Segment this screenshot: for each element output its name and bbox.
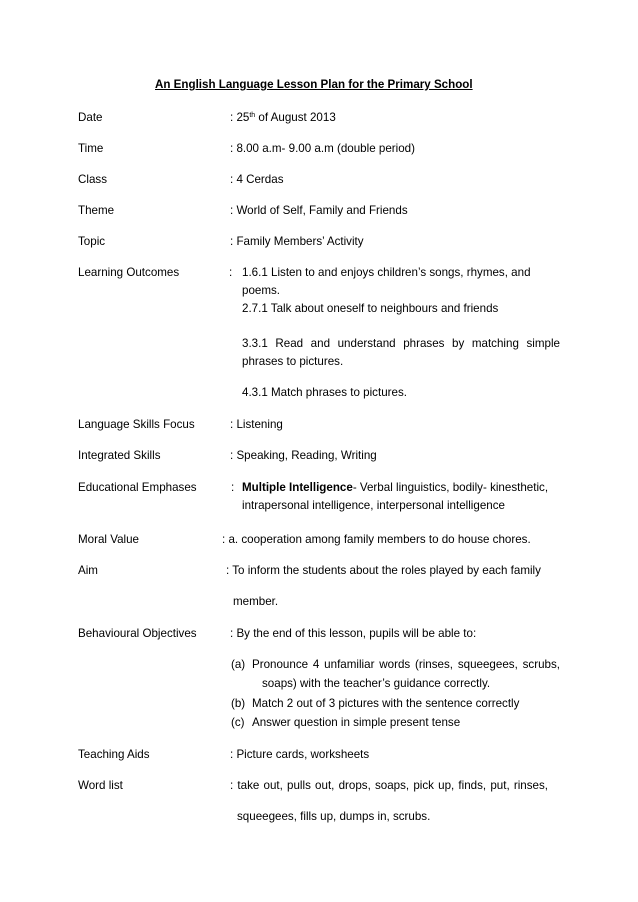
objective-c-marker: (c) — [231, 716, 245, 729]
teaching-aids-label: Teaching Aids — [78, 748, 150, 761]
word-list-line2: squeegees, fills up, dumps in, scrubs. — [237, 810, 431, 823]
date-value-suffix: th — [249, 112, 256, 119]
moral-value-value: : a. cooperation among family members to do house chores. — [222, 533, 531, 546]
aim-line2: member. — [233, 595, 279, 608]
word-list-line1: : take out, pulls out, drops, soaps, pick up, finds, put, rinses, — [230, 779, 548, 792]
educational-emphases-value — [242, 481, 548, 495]
objective-b-line1: Match 2 out of 3 pictures with the sentence correctly — [252, 697, 520, 710]
educational-emphases-highlight: Multiple Intelligence — [242, 481, 353, 494]
topic-label: Topic — [78, 235, 106, 248]
learning-outcome-3-line1: 3.3.1 Read and understand phrases by matching simple — [242, 337, 560, 350]
date-value-main: : 25 — [230, 111, 250, 124]
time-value: : 8.00 a.m- 9.00 a.m (double period) — [230, 142, 415, 155]
objective-b-marker: (b) — [231, 697, 246, 710]
behavioural-objectives-intro: : By the end of this lesson, pupils will be able to: — [230, 627, 477, 640]
educational-emphases-colon: : — [231, 481, 235, 494]
integrated-skills-value: : Speaking, Reading, Writing — [230, 449, 377, 462]
objective-a-line2: soaps) with the teacher’s guidance correctly. — [262, 677, 491, 690]
class-value: : 4 Cerdas — [230, 173, 284, 186]
topic-value: : Family Members’ Activity — [230, 235, 364, 248]
behavioural-objectives-label: Behavioural Objectives — [78, 627, 197, 640]
time-label: Time — [78, 142, 104, 155]
aim-line1: : To inform the students about the roles played by each family — [226, 564, 541, 577]
class-label: Class — [78, 173, 107, 186]
teaching-aids-value: : Picture cards, worksheets — [230, 748, 370, 761]
learning-outcomes-label: Learning Outcomes — [78, 266, 180, 279]
date-label: Date — [78, 111, 103, 124]
objective-a-line1: Pronounce 4 unfamiliar words (rinses, squeegees, scrubs, — [252, 658, 560, 671]
aim-label: Aim — [78, 564, 98, 577]
objective-a-marker: (a) — [231, 658, 246, 671]
educational-emphases-label: Educational Emphases — [78, 481, 197, 494]
language-skills-focus-value: : Listening — [230, 418, 283, 431]
language-skills-focus-label: Language Skills Focus — [78, 418, 195, 431]
learning-outcome-4: 4.3.1 Match phrases to pictures. — [242, 386, 407, 399]
integrated-skills-label: Integrated Skills — [78, 449, 161, 462]
page-title: An English Language Lesson Plan for the Primary School — [155, 78, 473, 91]
date-value — [230, 111, 336, 125]
educational-emphases-rest: - Verbal linguistics, bodily- kinesthetic, — [352, 481, 549, 494]
moral-value-label: Moral Value — [78, 533, 140, 546]
learning-outcome-2: 2.7.1 Talk about oneself to neighbours and friends — [242, 302, 499, 315]
learning-outcome-1-line1: 1.6.1 Listen to and enjoys children’s songs, rhymes, and — [242, 266, 531, 279]
learning-outcome-1-line2: poems. — [242, 284, 281, 297]
theme-label: Theme — [78, 204, 115, 217]
objective-c-line1: Answer question in simple present tense — [252, 716, 461, 729]
theme-value: : World of Self, Family and Friends — [230, 204, 408, 217]
word-list-label: Word list — [78, 779, 123, 792]
learning-outcome-3-line2: phrases to pictures. — [242, 355, 344, 368]
date-value-rest: of August 2013 — [255, 111, 336, 124]
learning-outcomes-colon: : — [229, 266, 233, 279]
educational-emphases-line2: intrapersonal intelligence, interpersonal intelligence — [242, 499, 505, 512]
